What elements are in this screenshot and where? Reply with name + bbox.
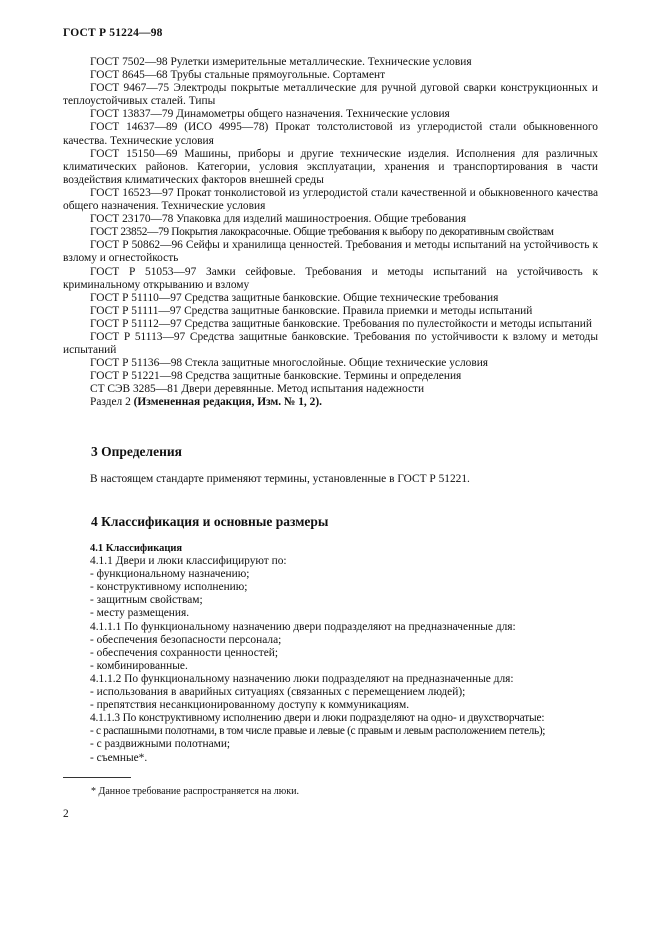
classification-line: - съемные*. <box>90 751 148 764</box>
subsection-4-1-title: 4.1 Классификация <box>90 543 183 554</box>
classification-line: 4.1.1.3 По конструктивному исполнению двери и люки подразделяют на одно- и двухстворчатые: <box>90 712 545 725</box>
reference-item: ГОСТ 8645—68 Трубы стальные прямоугольные. Сортамент <box>90 69 386 82</box>
classification-line: 4.1.1 Двери и люки классифицируют по: <box>90 555 287 568</box>
reference-item: ГОСТ 23852—79 Покрытия лакокрасочные. Общие требования к выбору по декоративным свойствам <box>90 226 554 239</box>
reference-item: ГОСТ Р 50862—96 Сейфы и хранилища ценностей. Требования и методы испытаний на устойчивость к взлому и огнестойкость <box>63 239 598 265</box>
section4-body <box>63 542 598 765</box>
reference-item: ГОСТ 7502—98 Рулетки измерительные металлические. Технические условия <box>90 56 472 68</box>
amendment-note-prefix: Раздел 2 <box>90 396 134 409</box>
reference-item: ГОСТ 13837—79 Динамометры общего назначения. Технические условия <box>90 108 450 121</box>
classification-line: - защитным свойствам; <box>90 594 203 607</box>
page-number: 2 <box>63 808 69 820</box>
section3-title: 3 Определения <box>91 444 182 459</box>
reference-item: ГОСТ 15150—69 Машины, приборы и другие технические изделия. Исполнения для различных климатических районов. Категории, условия эксплуатации, хранения и транспортирования в части воздействия климатических факторов внешней среды <box>63 147 598 186</box>
classification-line: 4.1.1.2 По функциональному назначению люки подразделяют на предназначенные для: <box>90 672 514 685</box>
reference-item: ГОСТ 14637—89 (ИСО 4995—78) Прокат толстолистовой из углеродистой стали обыкновенного качества. Технические условия <box>63 121 598 147</box>
classification-line: - обеспечения сохранности ценностей; <box>90 646 279 659</box>
footnote-text: * Данное требование распространяется на люки. <box>91 786 299 797</box>
reference-item: ГОСТ Р 51112—97 Средства защитные банковские. Требования по пулестойкости и методы испытаний <box>90 317 592 330</box>
document-header-code: ГОСТ Р 51224—98 <box>63 27 163 39</box>
reference-item: ГОСТ Р 51053—97 Замки сейфовые. Требования и методы испытаний на устойчивость к криминальному открыванию и взлому <box>63 265 598 291</box>
footnote-separator <box>63 777 131 778</box>
classification-line: - конструктивному исполнению; <box>90 581 248 594</box>
classification-line: - с раздвижными полотнами; <box>90 738 231 751</box>
classification-line: - использования в аварийных ситуациях (связанных с перемещением людей); <box>90 686 466 699</box>
reference-item: ГОСТ Р 51111—97 Средства защитные банковские. Правила приемки и методы испытаний <box>90 304 533 317</box>
reference-item: ГОСТ Р 51113—97 Средства защитные банковские. Требования по устойчивости к взлому и методы испытаний <box>63 330 598 357</box>
section2-amendment-note <box>63 396 598 409</box>
reference-item: ГОСТ Р 51110—97 Средства защитные банковские. Общие технические требования <box>90 291 499 304</box>
reference-item: СТ СЭВ 3285—81 Двери деревянные. Метод испытания надежности <box>90 383 425 396</box>
section4-title: 4 Классификация и основные размеры <box>91 514 329 529</box>
reference-item: ГОСТ Р 51136—98 Стекла защитные многослойные. Общие технические условия <box>90 357 489 370</box>
section3-text: В настоящем стандарте применяют термины, установленные в ГОСТ Р 51221. <box>90 473 470 485</box>
classification-line: - функциональному назначению; <box>90 568 250 581</box>
reference-item: ГОСТ 9467—75 Электроды покрытые металлические для ручной дуговой сварки конструкционных и теплоустойчивых сталей. Типы <box>63 82 598 108</box>
normative-references-list <box>63 56 598 410</box>
classification-line: - комбинированные. <box>90 659 188 672</box>
classification-line: 4.1.1.1 По функциональному назначению двери подразделяют на предназначенные для: <box>90 620 516 633</box>
amendment-note-bold: (Измененная редакция, Изм. № 1, 2). <box>133 396 322 409</box>
reference-item: ГОСТ 16523—97 Прокат тонколистовой из углеродистой стали качественной и обыкновенного качества общего назначения. Технические условия <box>63 186 598 213</box>
reference-item: ГОСТ Р 51221—98 Средства защитные банковские. Термины и определения <box>90 370 462 383</box>
reference-item: ГОСТ 23170—78 Упаковка для изделий машиностроения. Общие требования <box>90 213 467 226</box>
section3-body <box>63 473 598 486</box>
classification-line: - с распашными полотнами, в том числе правые и левые (с правым и левым расположением петель); <box>90 725 546 738</box>
classification-line: - месту размещения. <box>90 607 190 620</box>
classification-line: - препятствия несанкционированному доступу к коммуникациям. <box>90 699 410 712</box>
classification-line: - обеспечения безопасности персонала; <box>90 633 282 646</box>
